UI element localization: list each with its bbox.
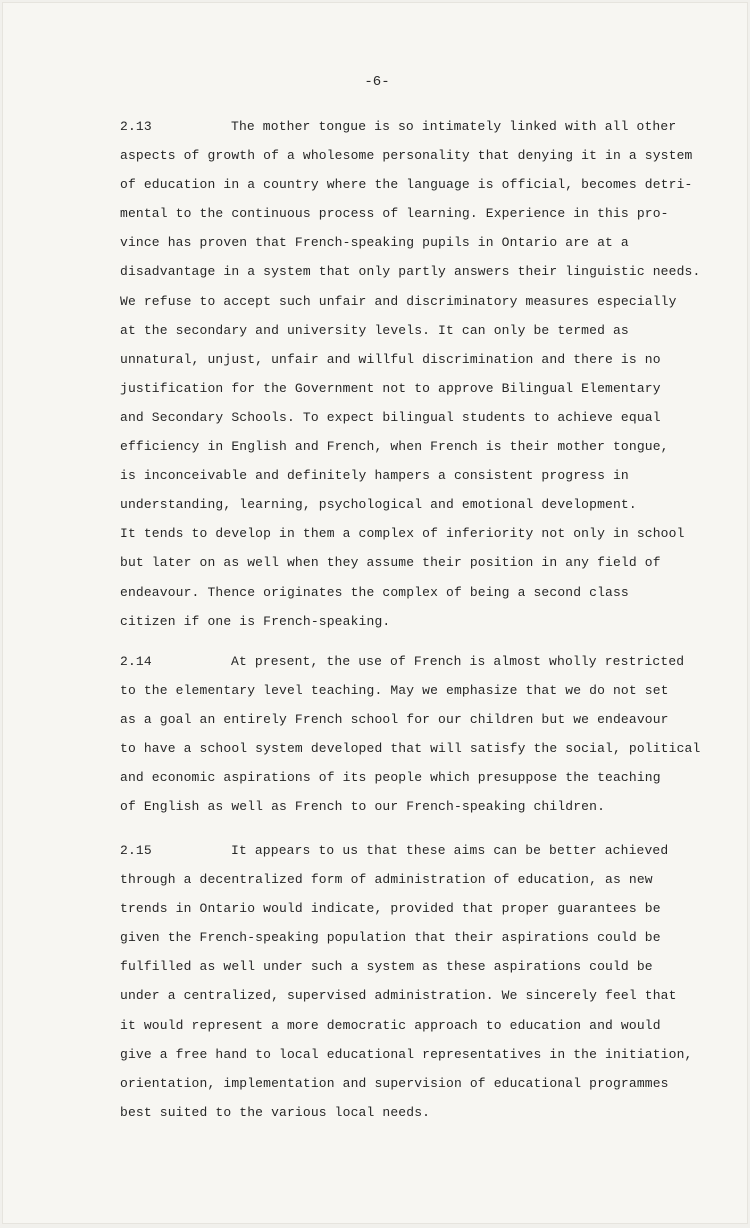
paragraph-line-text: The mother tongue is so intimately linked with all other xyxy=(231,119,677,134)
paragraph-line: best suited to the various local needs. xyxy=(120,1104,431,1120)
paragraph-line: citizen if one is French-speaking. xyxy=(120,613,391,629)
paragraph-line: is inconceivable and definitely hampers a consistent progress in xyxy=(120,468,629,484)
paragraph-line: aspects of growth of a wholesome personality that denying it in a system xyxy=(120,148,693,164)
paragraph-line: understanding, learning, psychological and emotional development. xyxy=(120,497,637,513)
paragraph-number: 2.15 xyxy=(120,843,152,858)
paragraph-line: of English as well as French to our French-speaking children. xyxy=(120,799,606,815)
paragraph-line: to have a school system developed that will satisfy the social, political xyxy=(120,741,701,757)
paragraph-line: under a centralized, supervised administration. We sincerely feel that xyxy=(120,988,677,1004)
paragraph-line: as a goal an entirely French school for our children but we endeavour xyxy=(120,712,669,728)
page-number: -6- xyxy=(364,74,390,90)
paragraph-number: 2.14 xyxy=(120,654,152,669)
paragraph-line: given the French-speaking population that their aspirations could be xyxy=(120,930,661,946)
paragraph-line xyxy=(120,652,685,681)
paragraph-line: vince has proven that French-speaking pupils in Ontario are at a xyxy=(120,235,629,251)
paragraph-line: orientation, implementation and supervision of educational programmes xyxy=(120,1075,669,1091)
paragraph-line: at the secondary and university levels. It can only be termed as xyxy=(120,322,629,338)
paragraph-line: We refuse to accept such unfair and discriminatory measures especially xyxy=(120,293,677,309)
paragraph-line: it would represent a more democratic approach to education and would xyxy=(120,1017,661,1033)
paragraph-line: endeavour. Thence originates the complex of being a second class xyxy=(120,584,629,600)
paragraph-line: justification for the Government not to approve Bilingual Elementary xyxy=(120,380,661,396)
paragraph-line xyxy=(120,841,669,870)
paragraph-line-text: It appears to us that these aims can be better achieved xyxy=(231,843,669,858)
paragraph-line: but later on as well when they assume their position in any field of xyxy=(120,555,661,571)
paragraph-line: and economic aspirations of its people which presuppose the teaching xyxy=(120,770,661,786)
paragraph-line: to the elementary level teaching. May we emphasize that we do not set xyxy=(120,683,669,699)
paragraph-line-text: At present, the use of French is almost wholly restricted xyxy=(231,654,685,669)
paragraph-line: of education in a country where the language is official, becomes detri- xyxy=(120,177,693,193)
paragraph-line: unnatural, unjust, unfair and willful discrimination and there is no xyxy=(120,351,661,367)
document-page xyxy=(2,2,748,1224)
paragraph-line: It tends to develop in them a complex of inferiority not only in school xyxy=(120,526,685,542)
paragraph-2-15 xyxy=(120,841,693,1132)
paragraph-number: 2.13 xyxy=(120,119,152,134)
paragraph-line: efficiency in English and French, when French is their mother tongue, xyxy=(120,439,669,455)
paragraph-line: give a free hand to local educational representatives in the initiation, xyxy=(120,1046,693,1062)
paragraph-line: disadvantage in a system that only partly answers their linguistic needs. xyxy=(120,264,701,280)
paragraph-2-13 xyxy=(120,117,701,641)
paragraph-line: trends in Ontario would indicate, provided that proper guarantees be xyxy=(120,901,661,917)
paragraph-line: fulfilled as well under such a system as these aspirations could be xyxy=(120,959,653,975)
paragraph-line: through a decentralized form of administration of education, as new xyxy=(120,872,653,888)
paragraph-line: and Secondary Schools. To expect bilingual students to achieve equal xyxy=(120,409,661,425)
paragraph-line xyxy=(120,117,677,146)
paragraph-line: mental to the continuous process of learning. Experience in this pro- xyxy=(120,206,669,222)
paragraph-2-14 xyxy=(120,652,701,827)
